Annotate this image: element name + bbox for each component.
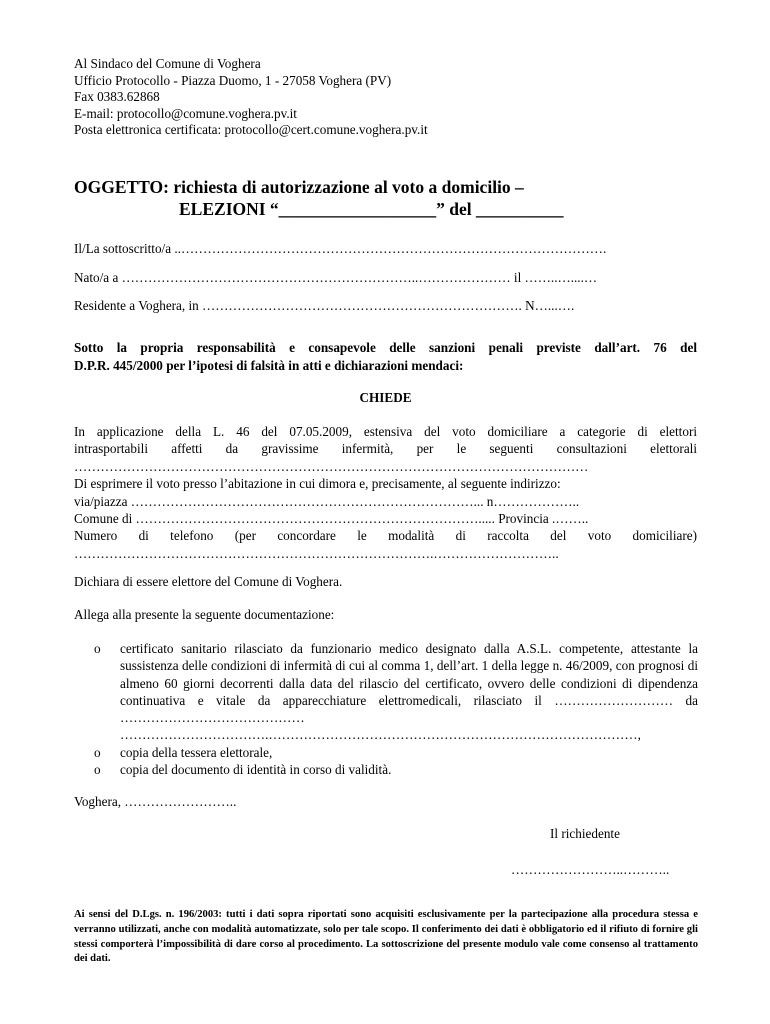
body-line-consultazioni-field[interactable]: ……………………………………………………………………………………………………… — [74, 458, 589, 474]
address-line-mayor: Al Sindaco del Comune di Voghera — [74, 56, 261, 71]
address-line-pec: Posta elettronica certificata: protocollo@cert.comune.voghera.pv.it — [74, 122, 428, 138]
body-line-1: In applicazione della L. 46 del 07.05.2009, estensiva del voto domiciliare a categorie di elettori — [74, 424, 697, 439]
field-sottoscritto[interactable]: Il/La sottoscritto/a ..……………………………………………………………………………………. — [74, 241, 607, 256]
signature-field[interactable]: ……………………..……….. — [511, 862, 670, 877]
recipient-address — [74, 56, 428, 139]
body-line-7: Numero di telefono (per concordare le modalità di raccolta del voto domiciliare) — [74, 528, 697, 544]
declaration-line-2: D.P.R. 445/2000 per l’ipotesi di falsità in atti e dichiarazioni mendaci: — [74, 357, 464, 373]
bullet-marker: o — [94, 744, 101, 760]
body-line-4: Di esprimere il voto presso l’abitazione in cui dimora e, precisamente, al seguente indirizzo: — [74, 476, 561, 492]
list-item — [94, 744, 698, 761]
bullet-marker: o — [94, 762, 101, 778]
declaration-line-1: Sotto la propria responsabilità e consapevole delle sanzioni penali previste dall’art. 76 del — [74, 340, 697, 355]
subject-line-1: OGGETTO: richiesta di autorizzazione al voto a domicilio – — [74, 177, 524, 197]
bullet-documento: copia del documento di identità in corso di validità. — [120, 762, 392, 778]
address-line-office: Ufficio Protocollo - Piazza Duomo, 1 - 27058 Voghera (PV) — [74, 72, 392, 88]
body-line-via-field[interactable]: via/piazza ……………………………………………………………………... n……………….. — [74, 493, 580, 509]
declaration-paragraph — [74, 339, 697, 374]
bullet-tessera: copia della tessera elettorale, — [120, 744, 273, 760]
allega-text: Allega alla presente la seguente documentazione: — [74, 607, 335, 622]
attachments-list — [94, 640, 698, 778]
body-line-comune-field[interactable]: Comune di ……………………………………………………………………..... Provincia .…….. — [74, 511, 589, 527]
bullet-marker: o — [94, 641, 101, 656]
subject-line-2: ELEZIONI “__________________” del __________ — [179, 199, 564, 219]
privacy-notice: Ai sensi del D.Lgs. n. 196/2003: tutti i dati sopra riportati sono acquisiti esclusivamente per la partecipazione alla procedura stessa e verranno utilizzati, anche con modalità automatizzate, solo per tale scopo. Il conferimento dei dati è obbligatorio ed il rifiuto di fornire gli stessi comporterà l’impossibilità di dare corso al procedimento. La sottoscrizione del presente modulo vale come consenso al trattamento dei dati. — [74, 909, 698, 965]
body-line-telefono-field[interactable]: ……………………………………………………………………….……………………….. — [74, 545, 559, 561]
signature-label: Il richiedente — [550, 826, 620, 841]
place-date-field[interactable]: Voghera, …………………….. — [74, 794, 237, 809]
dichiara-text: Dichiara di essere elettore del Comune di Voghera. — [74, 574, 343, 589]
field-residente[interactable]: Residente a Voghera, in ………………………………………………………………. N…...…. — [74, 298, 575, 313]
list-item — [94, 640, 698, 744]
subject-heading — [74, 176, 564, 220]
chiede-heading: CHIEDE — [359, 390, 412, 405]
bullet-certificato: certificato sanitario rilasciato da funzionario medico designato dalla A.S.L. competente, attestante la sussistenza delle condizioni di infermità di cui al comma 1, dell’art. 1 della legge n. 46/2009, con prognosi di almeno 60 giorni decorrenti dalla data del rilascio del certificato, ovvero delle condizioni di dipendenza continuativa e vitale da apparecchiature elettromedicali, rilasciato il ……………………… da …………………………………… …………………………….…………………………………………………………………………, — [120, 641, 698, 743]
address-line-fax: Fax 0383.62868 — [74, 89, 160, 105]
body-line-2: intrasportabili affetti da gravissime infermità, per le seguenti consultazioni elettorali — [74, 441, 697, 457]
list-item — [94, 761, 698, 778]
address-line-email: E-mail: protocollo@comune.voghera.pv.it — [74, 105, 297, 121]
field-nato[interactable]: Nato/a a …………………………………………………………..………………… il ……..…....… — [74, 270, 598, 285]
request-body — [74, 423, 697, 562]
